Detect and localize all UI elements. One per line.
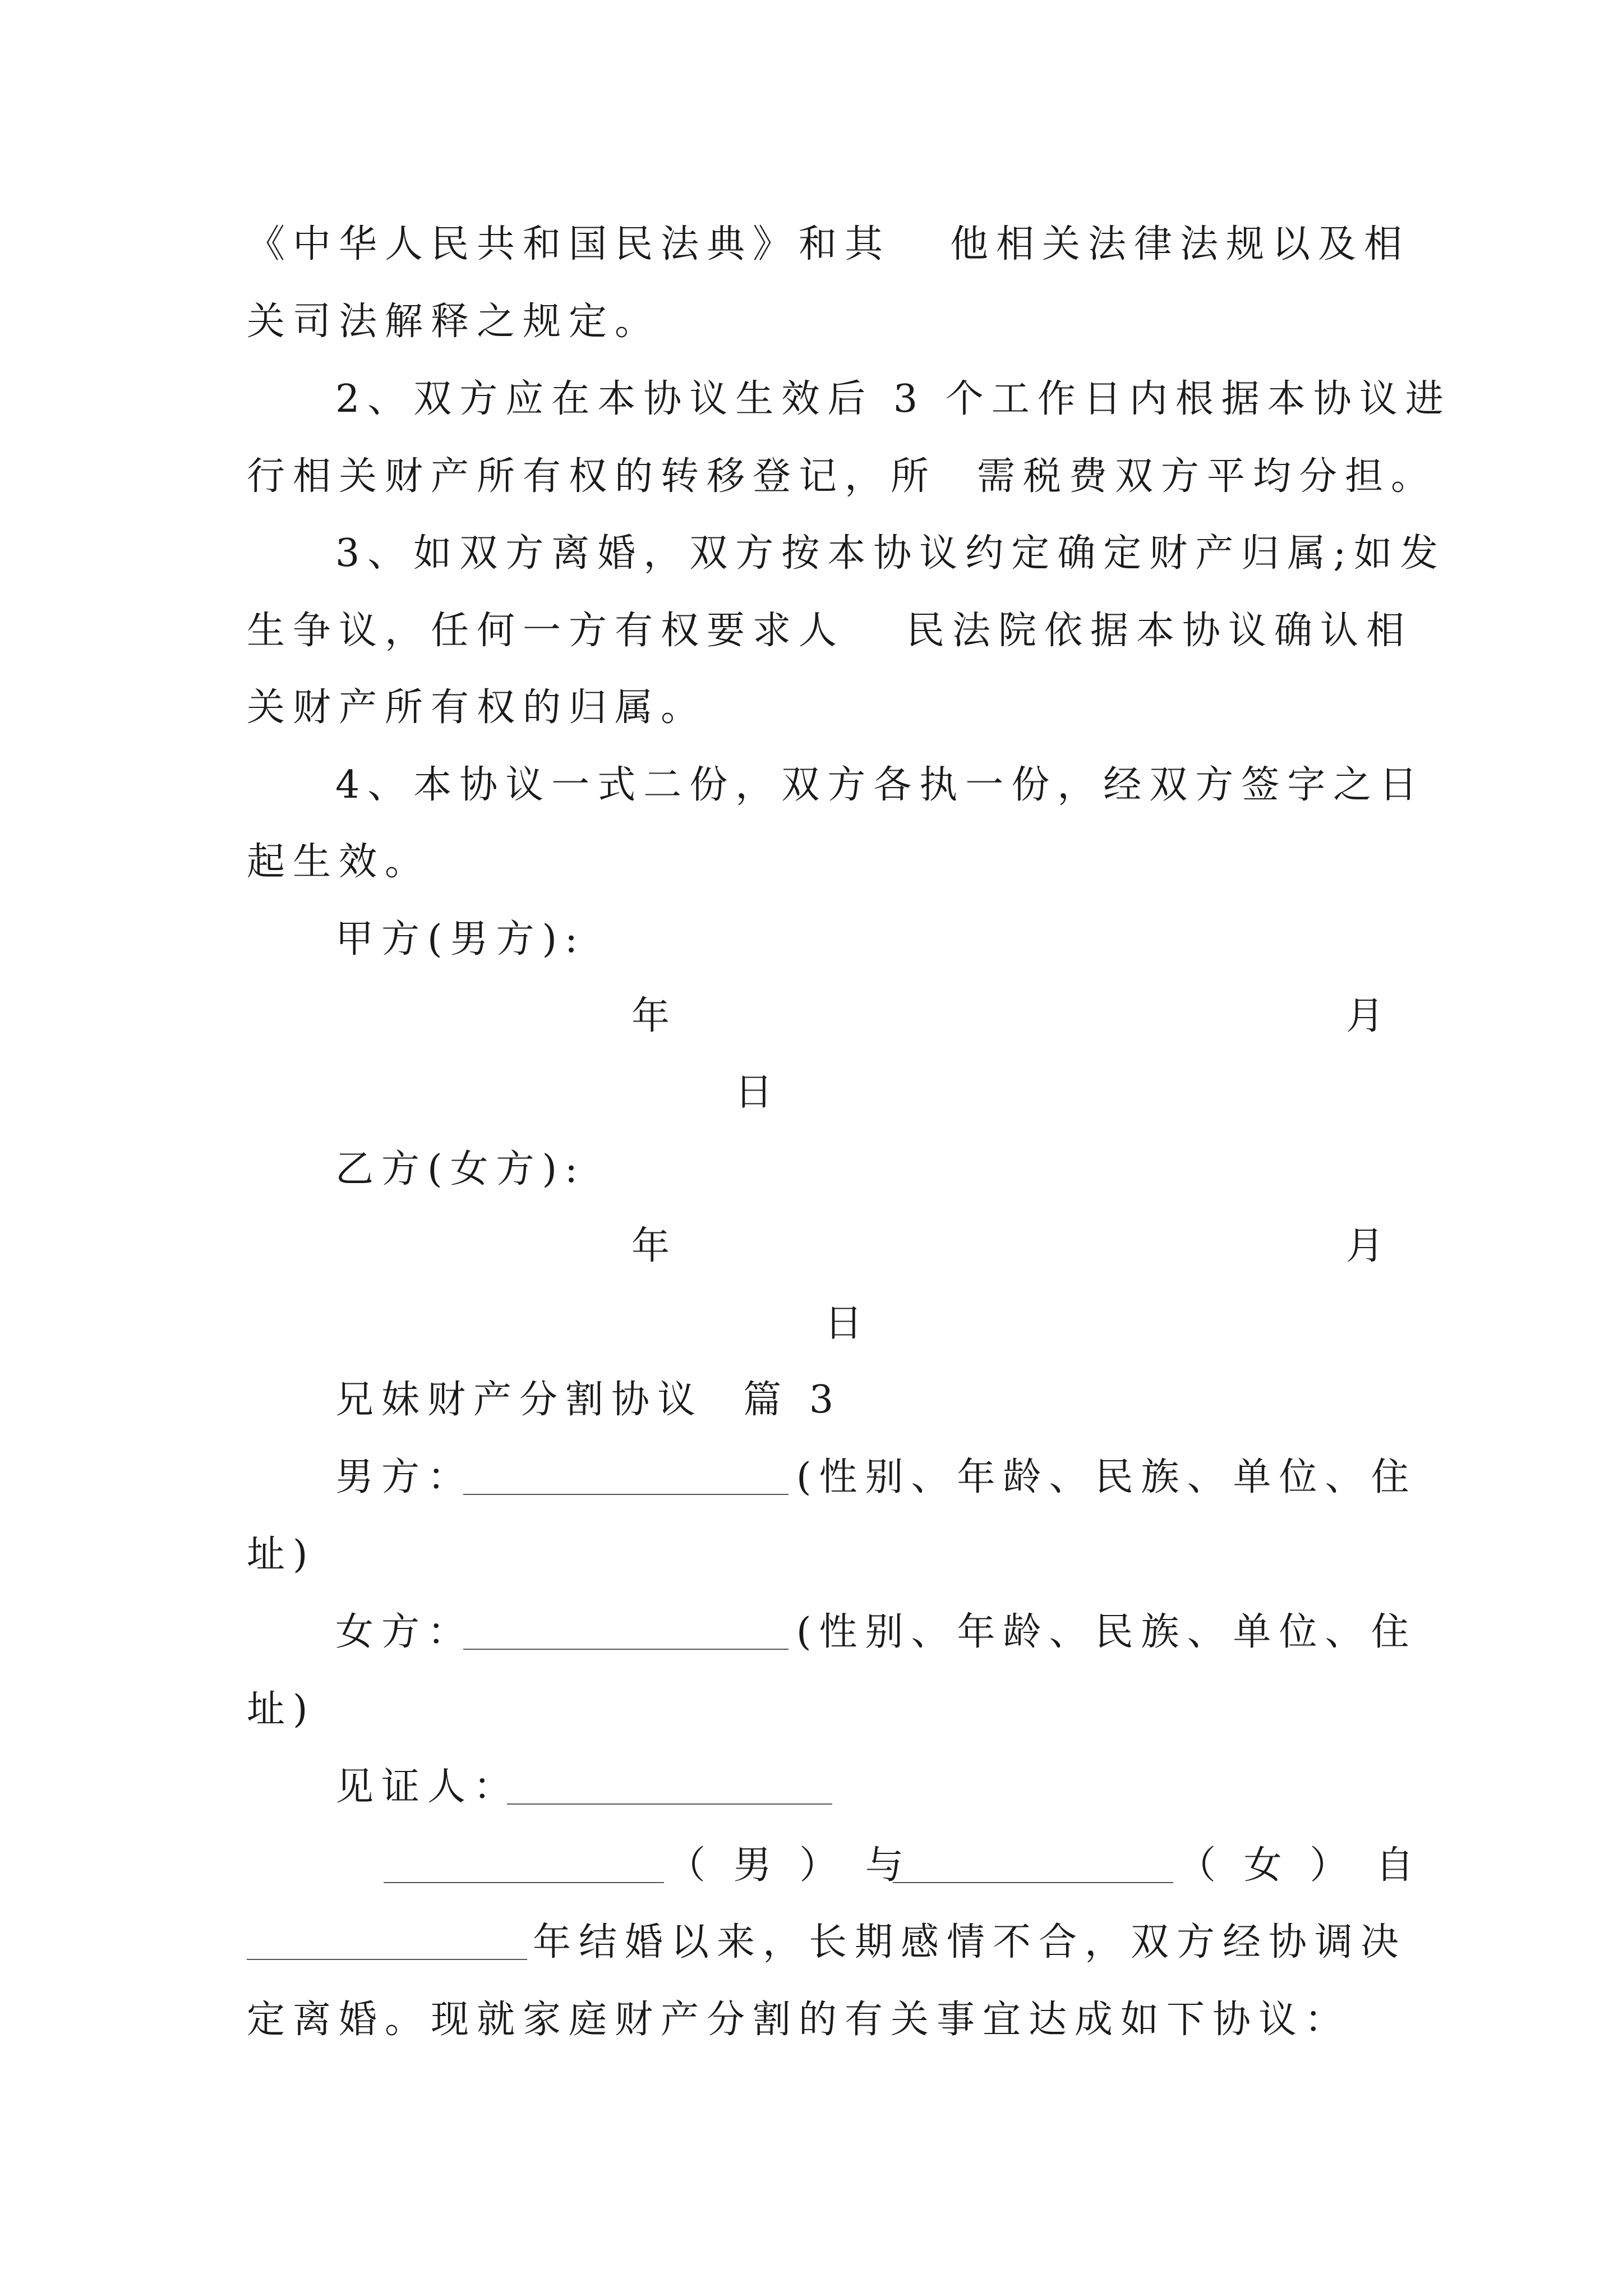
final-line: 定离婚。现就家庭财产分割的有关事宜达成如下协议： <box>247 1998 1351 2042</box>
party-b-year-label: 年 <box>631 1224 678 1268</box>
male-party-info-hint: (性别、年龄、民族、单位、住 <box>796 1455 1417 1499</box>
male-party-blank <box>463 1461 789 1495</box>
paragraph-3-line-3: 关财产所有权的归属。 <box>247 685 707 730</box>
party-a-signature-label: 甲方(男方): <box>335 917 585 961</box>
male-paren-label: （ 男 ） 与 <box>667 1843 911 1888</box>
paragraph-2-line-1: 2、双方应在本协议生效后 3 个工作日内根据本协议进 <box>335 377 1451 421</box>
party-a-day-label: 日 <box>735 1070 781 1115</box>
party-b-month-label: 月 <box>1346 1224 1393 1268</box>
paragraph-2-line-2a: 行相关财产所有权的转移登记，所 <box>247 454 937 499</box>
party-b-signature-label: 乙方(女方): <box>335 1147 585 1191</box>
party-a-month-label: 月 <box>1346 994 1393 1038</box>
paragraph-3-line-1: 3、如双方离婚，双方按本协议约定确定财产归属;如发 <box>335 531 1446 576</box>
male-party-label: 男方： <box>335 1455 474 1499</box>
paragraph-1-line-1a: 《中华人民共和国民法典》和其 <box>247 222 891 266</box>
female-party-label: 女方： <box>335 1610 474 1654</box>
paragraph-4-line-1: 4、本协议一式二份，双方各执一份，经双方签字之日 <box>335 763 1426 807</box>
witness-label: 见证人： <box>335 1765 520 1809</box>
male-party-info-hint-end: 址) <box>247 1533 316 1577</box>
section-title: 兄妹财产分割协议 篇 3 <box>335 1378 842 1422</box>
marriage-year-blank <box>247 1926 527 1960</box>
paragraph-1-line-2: 关司法解释之规定。 <box>247 300 661 344</box>
marriage-text: 年结婚以来，长期感情不合，双方经协调决 <box>533 1920 1407 1964</box>
party-b-day-label: 日 <box>824 1301 871 1346</box>
paragraph-2-line-2b: 需税费双方平均分担。 <box>977 454 1437 499</box>
paragraph-4-line-2: 起生效。 <box>247 840 431 884</box>
paragraph-3-line-2b: 民法院依据本协议确认相 <box>906 609 1413 653</box>
female-name-blank <box>893 1849 1173 1883</box>
paragraph-3-line-2a: 生争议，任何一方有权要求人 <box>247 609 845 653</box>
female-party-info-hint: (性别、年龄、民族、单位、住 <box>796 1610 1417 1654</box>
witness-blank <box>507 1771 832 1805</box>
female-paren-label: （ 女 ） 自 <box>1178 1843 1422 1888</box>
paragraph-1-line-1b: 他相关法律法规以及相 <box>950 222 1410 266</box>
party-a-year-label: 年 <box>631 994 678 1038</box>
male-name-blank <box>384 1849 664 1883</box>
female-party-info-hint-end: 址) <box>247 1687 316 1732</box>
female-party-blank <box>463 1616 789 1650</box>
